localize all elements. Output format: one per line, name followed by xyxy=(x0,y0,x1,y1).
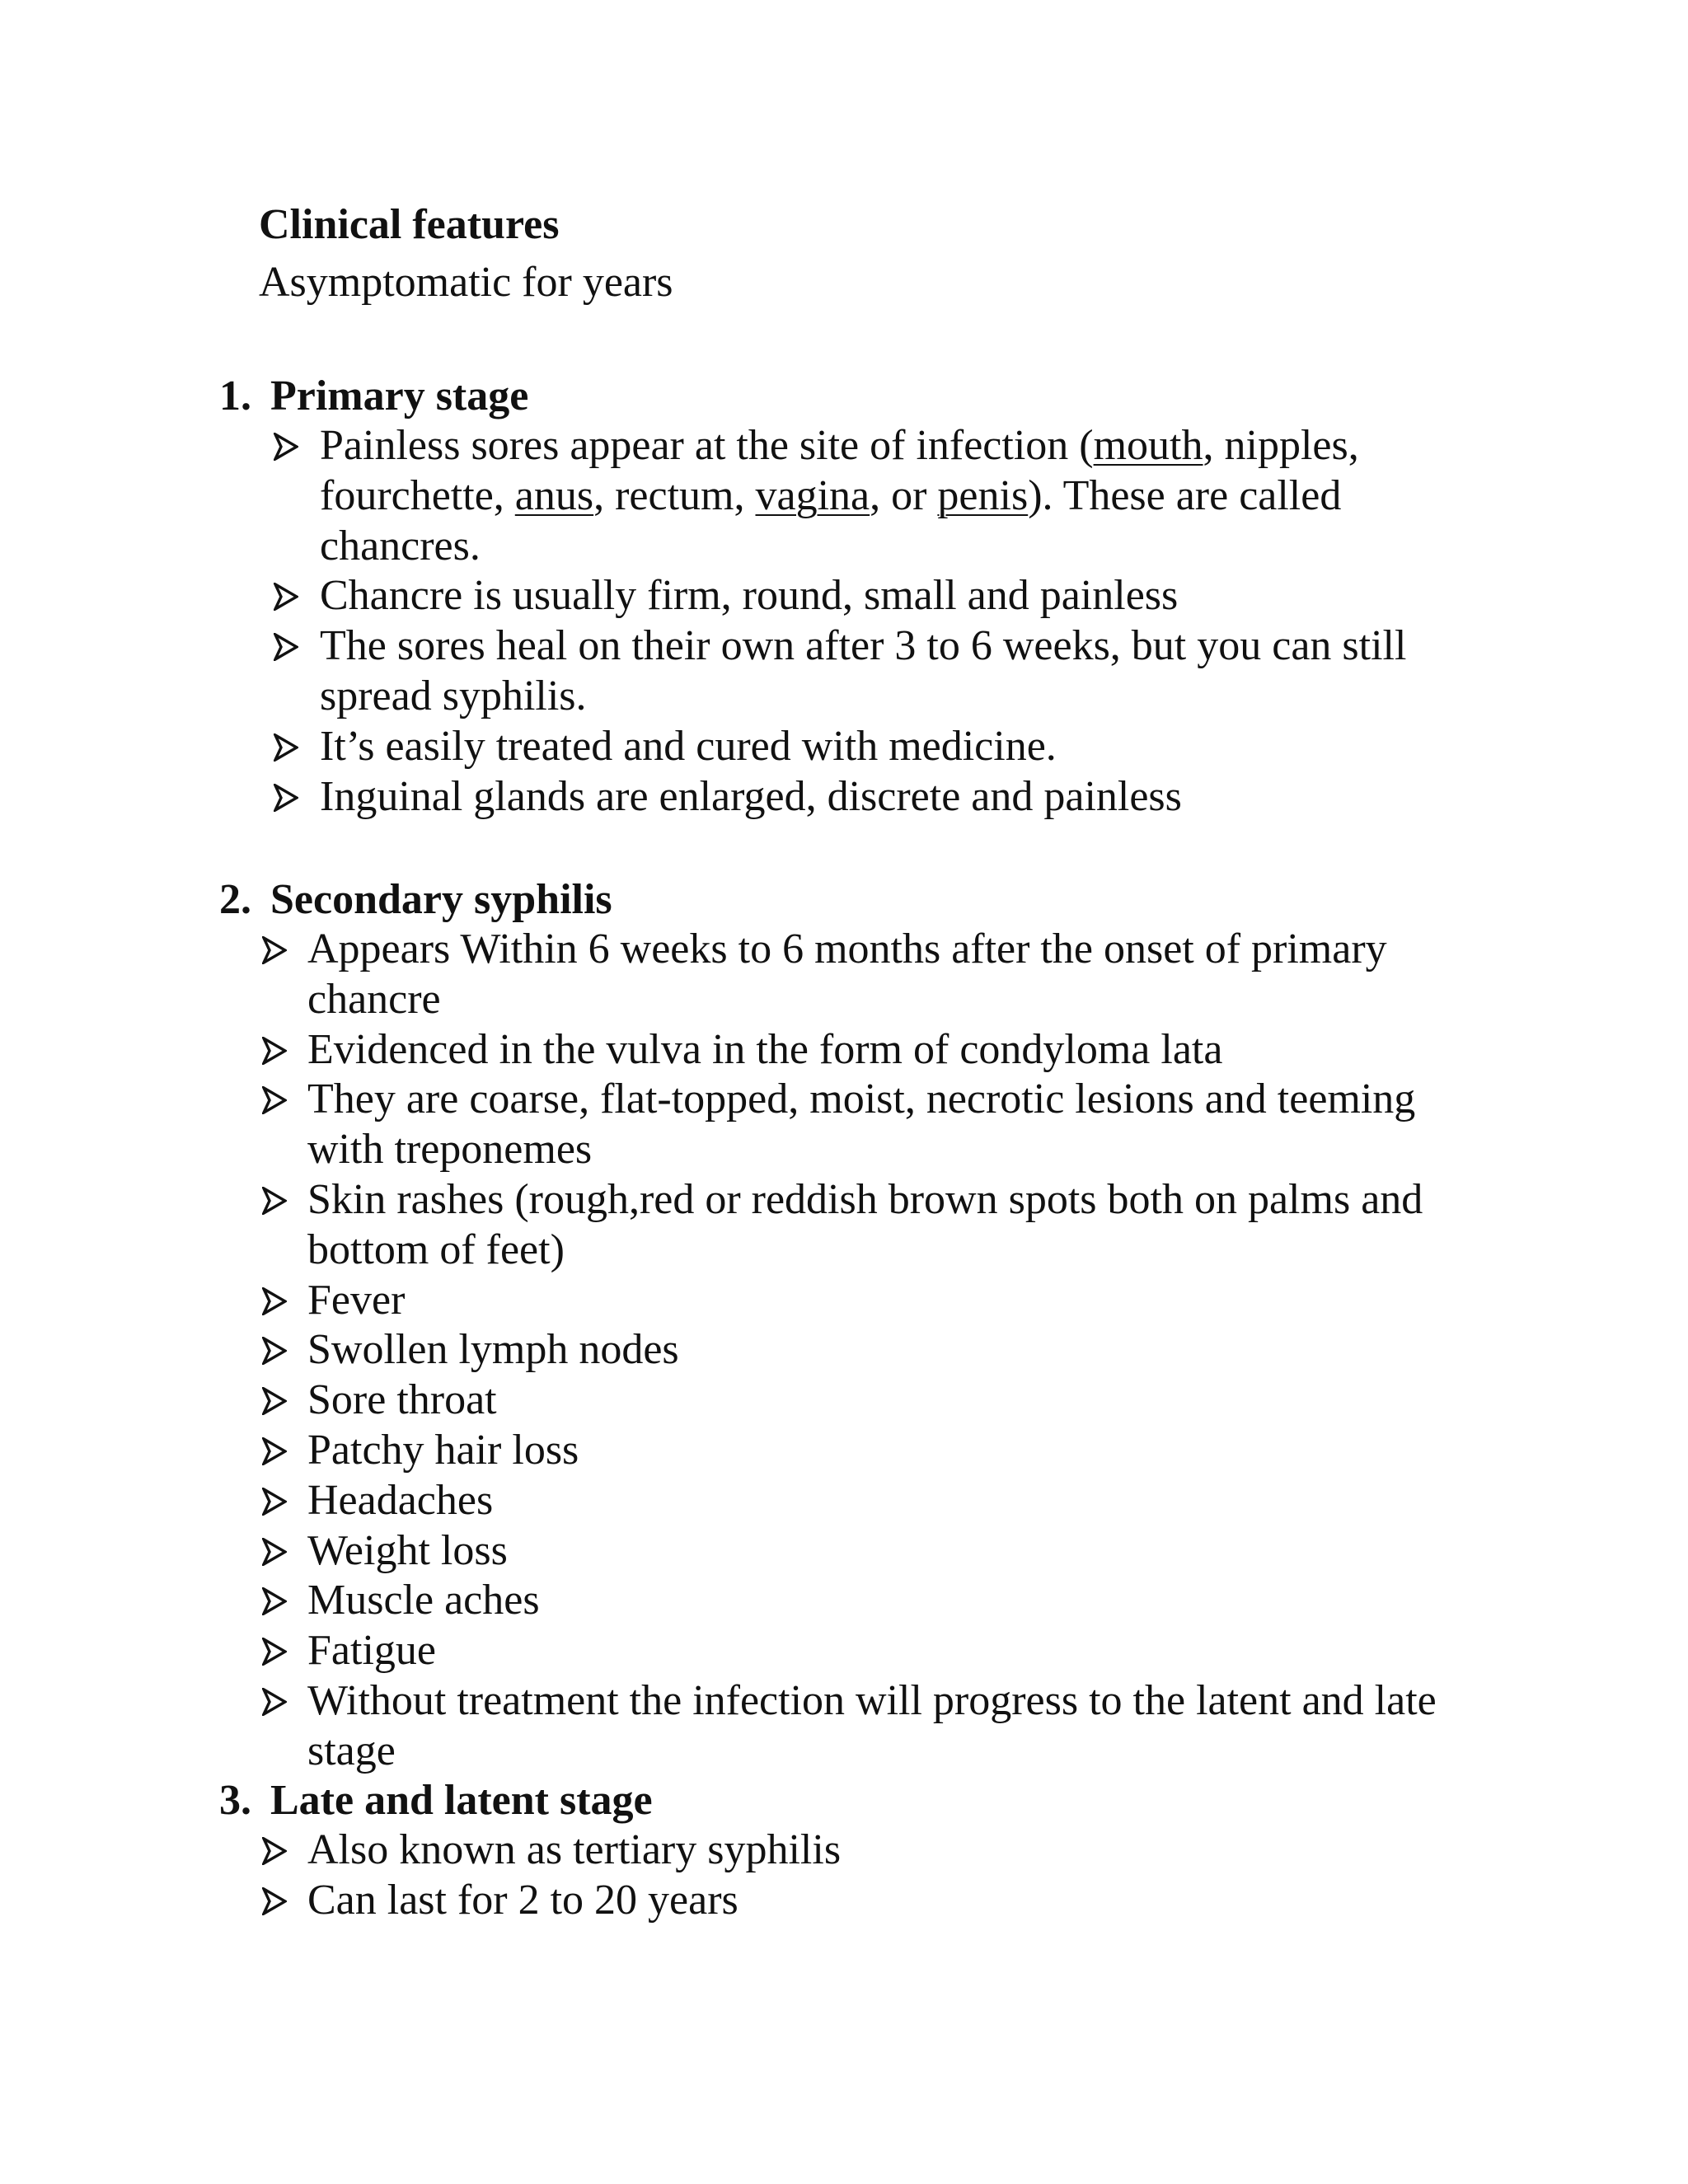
bullet-list xyxy=(219,421,1456,822)
list-item-text xyxy=(307,1326,679,1373)
list-item xyxy=(219,1276,1456,1326)
list-item xyxy=(219,1876,1456,1926)
arrowhead-bullet-icon xyxy=(262,1587,287,1615)
text-run: Without treatment the infection will progress to the latent and late stage xyxy=(307,1676,1437,1774)
list-item xyxy=(219,621,1456,722)
text-run: The sores heal on their own after 3 to 6 weeks, but you can still spread syphilis. xyxy=(320,622,1407,719)
list-item-text xyxy=(320,572,1178,619)
list-item xyxy=(219,1476,1456,1526)
arrowhead-bullet-icon xyxy=(262,936,287,964)
underlined-term: penis xyxy=(937,471,1029,519)
list-item-text xyxy=(307,926,1387,1023)
underlined-term: vagina xyxy=(755,471,870,519)
text-run: Skin rashes (rough,red or reddish brown spots both on palms and bottom of feet) xyxy=(307,1175,1423,1273)
list-item xyxy=(219,1825,1456,1876)
text-run: Patchy hair loss xyxy=(307,1426,579,1474)
arrowhead-bullet-icon xyxy=(262,1187,287,1215)
arrowhead-bullet-icon xyxy=(262,1037,287,1065)
list-item-text xyxy=(320,422,1359,569)
text-run: Muscle aches xyxy=(307,1577,540,1624)
list-item xyxy=(219,1175,1456,1276)
text-run: Evidenced in the vulva in the form of condyloma lata xyxy=(307,1025,1223,1073)
list-item-text xyxy=(320,622,1406,719)
arrowhead-bullet-icon xyxy=(262,1688,287,1716)
text-run: Appears Within 6 weeks to 6 months after the onset of primary chancre xyxy=(307,926,1387,1023)
list-item-text xyxy=(320,773,1182,820)
section-number: 1. xyxy=(219,373,251,419)
section-title xyxy=(219,372,1456,421)
list-item xyxy=(219,1075,1456,1175)
list-item-text xyxy=(307,1026,1222,1073)
arrowhead-bullet-icon xyxy=(274,433,298,461)
section-number: 2. xyxy=(219,876,251,923)
list-item xyxy=(219,1626,1456,1676)
text-run: They are coarse, flat-topped, moist, necrotic lesions and teeming with treponemes xyxy=(307,1076,1416,1174)
text-run: , or xyxy=(870,471,938,519)
section-title-text: Primary stage xyxy=(270,373,529,419)
list-item xyxy=(219,421,1456,571)
section-number: 3. xyxy=(219,1777,251,1824)
arrowhead-bullet-icon xyxy=(262,1287,287,1315)
arrowhead-bullet-icon xyxy=(262,1488,287,1516)
arrowhead-bullet-icon xyxy=(262,1837,287,1865)
heading-clinical-features: Clinical features xyxy=(259,201,560,248)
bullet-list xyxy=(219,925,1456,1777)
list-item-text xyxy=(320,723,1057,770)
arrowhead-bullet-icon xyxy=(262,1086,287,1114)
underlined-term: anus xyxy=(514,471,594,519)
text-run: Also known as tertiary syphilis xyxy=(307,1826,842,1873)
text-run: Painless sores appear at the site of infection ( xyxy=(320,422,1094,469)
list-item-text xyxy=(307,1076,1415,1173)
text-run: Swollen lymph nodes xyxy=(307,1326,679,1374)
list-item xyxy=(219,1325,1456,1376)
text-run: Can last for 2 to 20 years xyxy=(307,1876,738,1924)
section-title-text: Late and latent stage xyxy=(270,1777,653,1824)
arrowhead-bullet-icon xyxy=(262,1887,287,1915)
arrowhead-bullet-icon xyxy=(262,1538,287,1566)
list-item xyxy=(219,772,1456,823)
arrowhead-bullet-icon xyxy=(262,1337,287,1365)
list-item-text xyxy=(307,1277,405,1324)
arrowhead-bullet-icon xyxy=(274,583,298,611)
section-title-text: Secondary syphilis xyxy=(270,876,612,923)
list-item xyxy=(219,1025,1456,1076)
text-run: It’s easily treated and cured with medicine. xyxy=(320,722,1057,770)
text-run: , rectum, xyxy=(593,471,756,519)
section-title xyxy=(219,1776,1456,1825)
bullet-list xyxy=(219,1825,1456,1926)
subheading-asymptomatic: Asymptomatic for years xyxy=(259,259,673,306)
list-item-text xyxy=(307,1527,508,1574)
list-item-text xyxy=(307,1627,436,1674)
list-item-text xyxy=(307,1477,493,1524)
section-primary-stage xyxy=(219,372,1456,822)
arrowhead-bullet-icon xyxy=(262,1387,287,1415)
list-item-text xyxy=(307,1427,579,1474)
arrowhead-bullet-icon xyxy=(274,733,298,762)
text-run: , nipples, fourchette, xyxy=(320,422,1359,519)
list-item-text xyxy=(307,1577,540,1624)
arrowhead-bullet-icon xyxy=(262,1437,287,1465)
text-run: Sore throat xyxy=(307,1376,497,1424)
text-run: Fever xyxy=(307,1276,406,1324)
arrowhead-bullet-icon xyxy=(262,1638,287,1666)
list-item xyxy=(219,1576,1456,1626)
list-item xyxy=(219,1376,1456,1426)
list-item xyxy=(219,722,1456,772)
list-item-text xyxy=(307,1376,497,1423)
list-item xyxy=(219,1676,1456,1777)
text-run: Chancre is usually firm, round, small and painless xyxy=(320,572,1179,620)
list-item-text xyxy=(307,1877,738,1924)
arrowhead-bullet-icon xyxy=(274,633,298,661)
list-item-text xyxy=(307,1677,1437,1774)
text-run: Fatigue xyxy=(307,1627,436,1675)
text-run: Inguinal glands are enlarged, discrete and painless xyxy=(320,772,1182,820)
text-run: Weight loss xyxy=(307,1526,508,1574)
list-item xyxy=(219,925,1456,1025)
list-item xyxy=(219,571,1456,621)
list-item xyxy=(219,1526,1456,1577)
list-item xyxy=(219,1426,1456,1476)
underlined-term: mouth xyxy=(1093,422,1203,469)
list-item-text xyxy=(307,1176,1423,1273)
section-late-latent-stage xyxy=(219,1776,1456,1926)
text-run: Headaches xyxy=(307,1476,494,1524)
list-item-text xyxy=(307,1826,841,1873)
section-secondary-syphilis xyxy=(219,875,1456,1777)
section-title xyxy=(219,875,1456,925)
text-run: ). These are called chancres. xyxy=(320,471,1342,569)
arrowhead-bullet-icon xyxy=(274,784,298,812)
